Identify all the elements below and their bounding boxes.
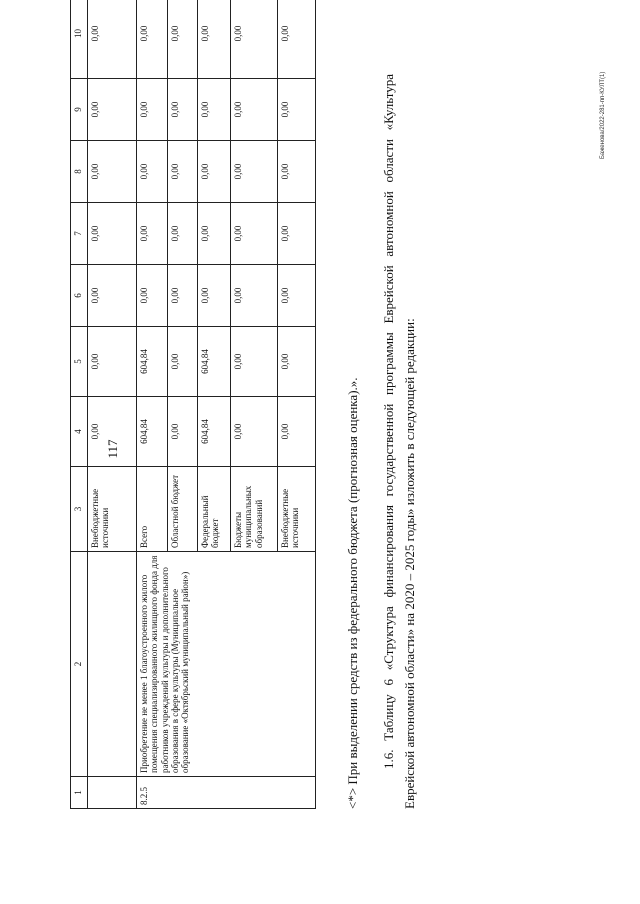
header-cell: 3 bbox=[71, 467, 88, 552]
value-cell: 0,00 bbox=[168, 79, 198, 141]
value-cell: 604,84 bbox=[137, 397, 168, 467]
header-cell: 2 bbox=[71, 552, 88, 777]
header-cell: 7 bbox=[71, 203, 88, 265]
value-cell: 0,00 bbox=[231, 141, 278, 203]
table-header-row bbox=[71, 0, 88, 809]
value-cell: 0,00 bbox=[198, 203, 231, 265]
table-row bbox=[88, 0, 137, 809]
header-cell: 5 bbox=[71, 327, 88, 397]
value-cell: 0,00 bbox=[231, 79, 278, 141]
financing-table bbox=[70, 0, 316, 809]
value-cell: 0,00 bbox=[88, 141, 137, 203]
page-number: 117 bbox=[105, 439, 120, 459]
table-row bbox=[137, 0, 168, 809]
value-cell: 0,00 bbox=[198, 141, 231, 203]
value-cell: 0,00 bbox=[137, 141, 168, 203]
value-cell: 0,00 bbox=[278, 327, 316, 397]
value-cell: 0,00 bbox=[231, 203, 278, 265]
value-cell: 0,00 bbox=[198, 79, 231, 141]
header-cell: 1 bbox=[71, 777, 88, 809]
value-cell: 0,00 bbox=[88, 0, 137, 79]
value-cell: 0,00 bbox=[278, 79, 316, 141]
value-cell: 0,00 bbox=[231, 0, 278, 79]
value-cell: 0,00 bbox=[88, 265, 137, 327]
value-cell: 0,00 bbox=[168, 327, 198, 397]
value-cell: 0,00 bbox=[198, 0, 231, 79]
amendment-paragraph: 1.6. Таблицу 6 «Структура финансирования государственной программы Еврейской автономной области «Культура Еврейской автономной области» на 2020 – 2025 годы» изложить в следующей редакции: bbox=[381, 74, 417, 809]
value-cell: 0,00 bbox=[168, 265, 198, 327]
source-cell: Внебюджетные источники bbox=[88, 467, 137, 552]
value-cell: 604,84 bbox=[198, 327, 231, 397]
value-cell: 0,00 bbox=[88, 203, 137, 265]
value-cell: 0,00 bbox=[231, 327, 278, 397]
source-cell: Областной бюджет bbox=[168, 467, 198, 552]
value-cell: 0,00 bbox=[88, 79, 137, 141]
source-cell: Внебюджетные источники bbox=[278, 467, 316, 552]
value-cell: 0,00 bbox=[278, 265, 316, 327]
value-cell: 0,00 bbox=[168, 141, 198, 203]
value-cell: 0,00 bbox=[137, 265, 168, 327]
row-name-cell bbox=[88, 552, 137, 777]
document-id: Баженова/2022-281-пп-КУЛТ(1) bbox=[600, 71, 606, 159]
footnote: <*> При выделении средств из федерального бюджета (прогнозная оценка).». bbox=[345, 377, 360, 809]
source-cell: Всего bbox=[137, 467, 168, 552]
row-number-cell: 8.2.5 bbox=[137, 777, 316, 809]
value-cell: 0,00 bbox=[168, 0, 198, 79]
value-cell: 0,00 bbox=[137, 0, 168, 79]
value-cell: 0,00 bbox=[168, 397, 198, 467]
source-cell: Федеральный бюджет bbox=[198, 467, 231, 552]
value-cell: 0,00 bbox=[231, 397, 278, 467]
header-cell: 6 bbox=[71, 265, 88, 327]
header-cell: 10 bbox=[71, 0, 88, 79]
value-cell: 0,00 bbox=[278, 203, 316, 265]
value-cell: 0,00 bbox=[88, 327, 137, 397]
value-cell: 0,00 bbox=[231, 265, 278, 327]
value-cell: 0,00 bbox=[278, 0, 316, 79]
value-cell: 0,00 bbox=[168, 203, 198, 265]
value-cell: 0,00 bbox=[278, 141, 316, 203]
value-cell: 604,84 bbox=[137, 327, 168, 397]
header-cell: 9 bbox=[71, 79, 88, 141]
value-cell: 0,00 bbox=[278, 397, 316, 467]
source-cell: Бюджеты муниципальных образований bbox=[231, 467, 278, 552]
value-cell: 0,00 bbox=[137, 203, 168, 265]
value-cell: 604,84 bbox=[198, 397, 231, 467]
header-cell: 8 bbox=[71, 141, 88, 203]
header-cell: 4 bbox=[71, 397, 88, 467]
value-cell: 0,00 bbox=[198, 265, 231, 327]
value-cell: 0,00 bbox=[88, 397, 137, 467]
row-name-cell: Приобретение не менее 1 благоустроенного жилого помещения специализированного жилищного фонда для работников учреждений культуры и дополнительного образования в сфере культуры (Муниципальное образование «Октябрьский муниципальный район») bbox=[137, 552, 316, 777]
row-number-cell bbox=[88, 777, 137, 809]
value-cell: 0,00 bbox=[137, 79, 168, 141]
